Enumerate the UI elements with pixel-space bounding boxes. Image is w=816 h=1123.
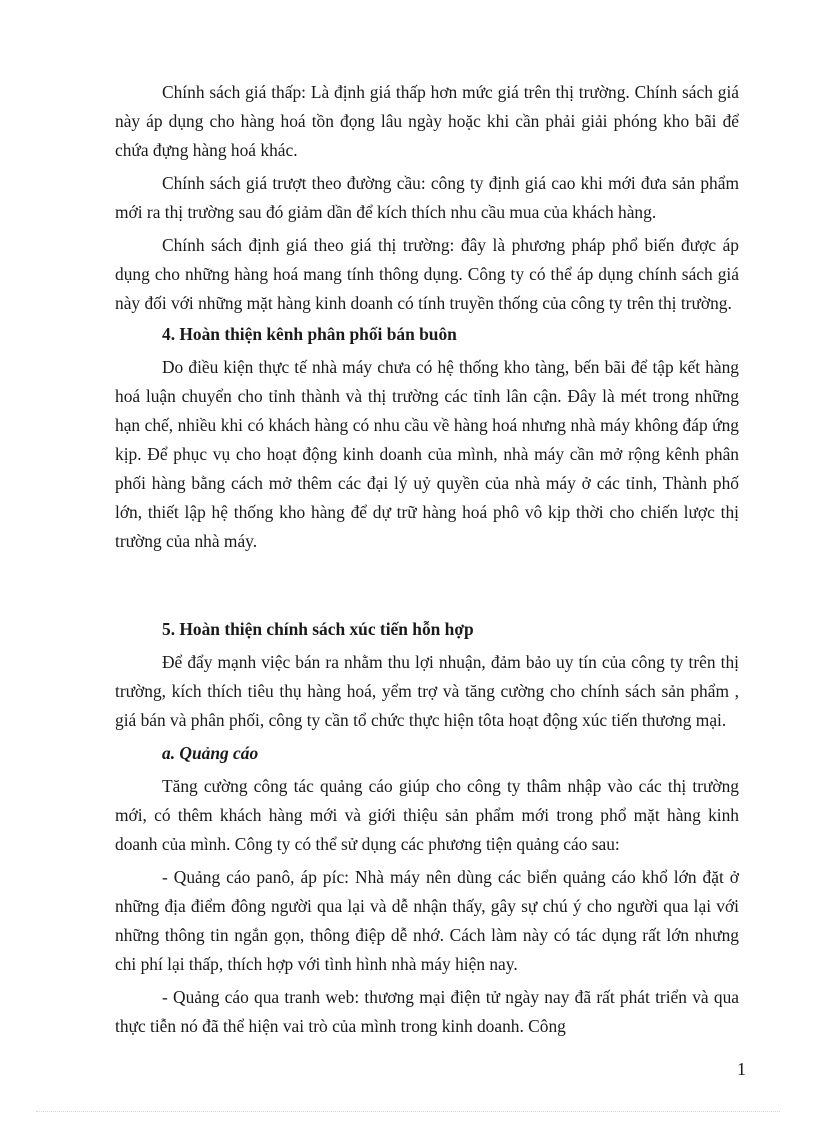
section-4-heading: 4. Hoàn thiện kênh phân phối bán buôn	[162, 324, 457, 344]
footer-divider	[36, 1111, 780, 1112]
section-4-body: Do điều kiện thực tế nhà máy chưa có hệ thống kho tàng, bến bãi để tập kết hàng hoá luận chuyển cho tỉnh thành và thị trường các tỉnh lân cận. Đây là mét trong những hạn chế, nhiều khi có khách hàng có nhu cầu về hàng hoá nhưng nhà máy không đáp ứng kịp. Để phục vụ cho hoạt động kinh doanh của mình, nhà máy cần mở rộng kênh phân phối hàng bằng cách mở thêm các đại lý uỷ quyền của nhà máy ở các tỉnh, Thành phố lớn, thiết lập hệ thống kho hàng để dự trữ hàng hoá phô vô kịp thời cho chiến lược thị trường của nhà máy.	[115, 357, 739, 551]
section-spacer	[115, 560, 739, 615]
advertising-item-billboard: - Quảng cáo panô, áp píc: Nhà máy nên dùng các biển quảng cáo khổ lớn đặt ở những địa điểm đông người qua lại và dễ nhận thấy, gây sự chú ý cho người qua lại với những thông tin ngắn gọn, thông điệp dễ nhớ. Cách làm này có tác dụng rất lớn nhưng chi phí lại thấp, thích hợp với tình hình nhà máy hiện nay.	[115, 867, 739, 974]
advertising-item-web: - Quảng cáo qua tranh web: thương mại điện tử ngày nay đã rất phát triển và qua thực tiễn nó đã thể hiện vai trò của mình trong kinh doanh. Công	[115, 987, 739, 1036]
document-page	[115, 78, 739, 1045]
paragraph-demand-slide-pricing: Chính sách giá trượt theo đường cầu: công ty định giá cao khi mới đưa sản phẩm mới ra thị trường sau đó giảm dần để kích thích nhu cầu mua của khách hàng.	[115, 173, 739, 222]
section-5-heading: 5. Hoàn thiện chính sách xúc tiến hỗn hợp	[162, 619, 474, 639]
paragraph-market-pricing: Chính sách định giá theo giá thị trường: đây là phương pháp phổ biến được áp dụng cho những hàng hoá mang tính thông dụng. Công ty có thể áp dụng chính sách giá này đối với những mặt hàng kinh doanh có tính truyền thống của công ty trên thị trường.	[115, 235, 739, 313]
section-5-body: Để đẩy mạnh việc bán ra nhằm thu lợi nhuận, đảm bảo uy tín của công ty trên thị trường, kích thích tiêu thụ hàng hoá, yểm trợ và tăng cường cho chính sách sản phẩm , giá bán và phân phối, công ty cần tổ chức thực hiện tôta hoạt động xúc tiến thương mại.	[115, 652, 739, 730]
subsection-a-intro: Tăng cường công tác quảng cáo giúp cho công ty thâm nhập vào các thị trường mới, có thêm khách hàng mới và giới thiệu sản phẩm mới trong phổ mặt hàng kinh doanh của mình. Công ty có thể sử dụng các phương tiện quảng cáo sau:	[115, 776, 739, 854]
paragraph-low-price-policy: Chính sách giá thấp: Là định giá thấp hơn mức giá trên thị trường. Chính sách giá này áp dụng cho hàng hoá tồn đọng lâu ngày hoặc khi cần phải giải phóng kho bãi để chứa đựng hàng hoá khác.	[115, 82, 739, 160]
page-number: 1	[737, 1059, 746, 1079]
subsection-a-heading: a. Quảng cáo	[162, 743, 259, 763]
